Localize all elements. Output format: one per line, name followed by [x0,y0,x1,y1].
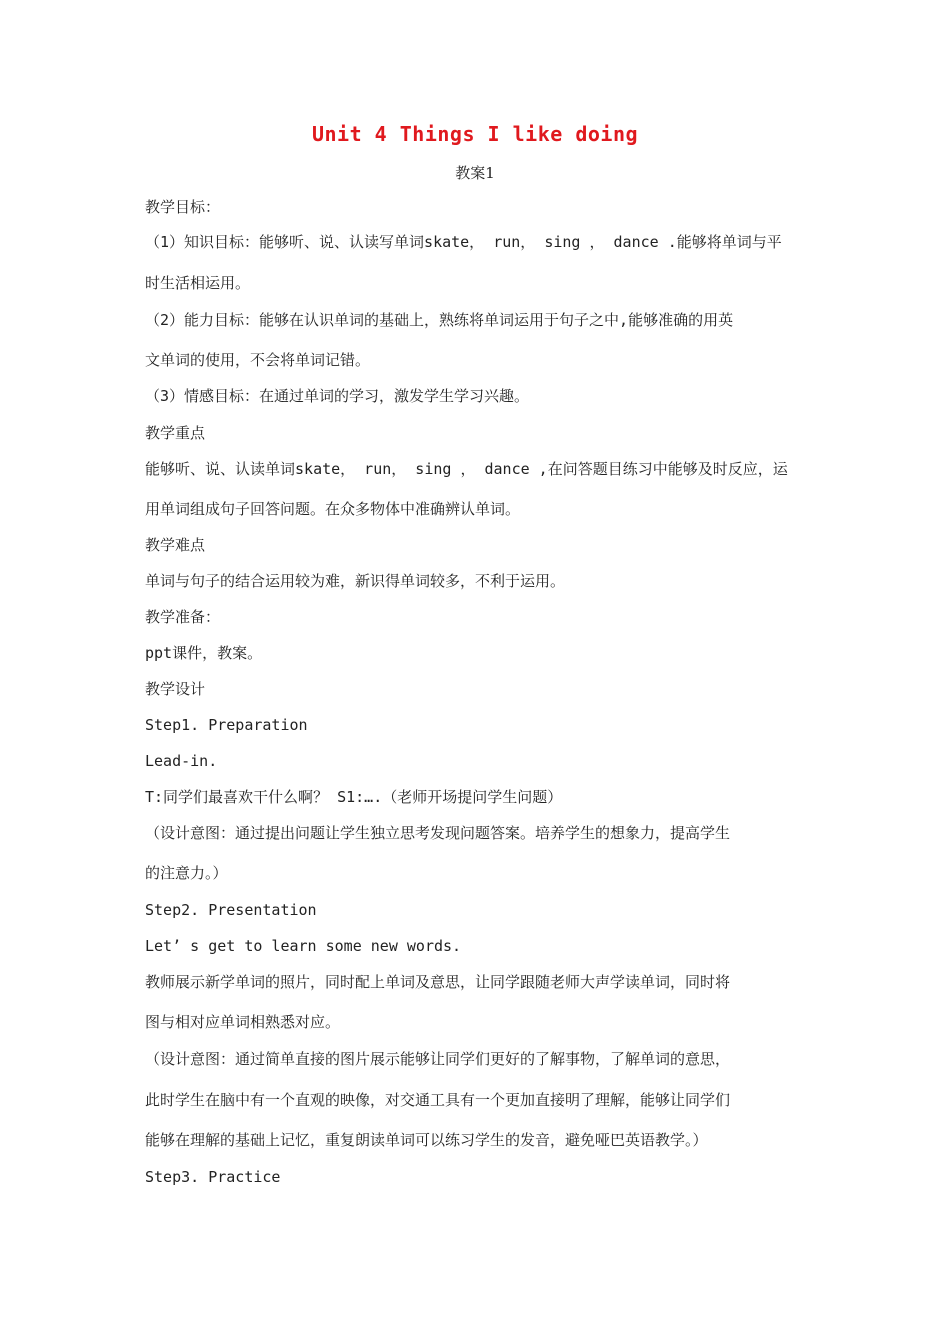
paragraph-line: 用单词组成句子回答问题。在众多物体中准确辨认单词。 [145,500,521,518]
paragraph-line: T:同学们最喜欢干什么啊？ S1:….（老师开场提问学生问题） [145,788,563,806]
paragraph-line: 能够在理解的基础上记忆，重复朗读单词可以练习学生的发音，避免哑巴英语教学。） [145,1131,708,1149]
heading-key-points: 教学重点 [145,424,206,442]
paragraph-line: 的注意力。） [145,864,228,882]
paragraph-line: （1）知识目标：能够听、说、认读写单词skate， run， sing ， dance .能够将单词与平 [145,233,782,251]
paragraph-line: 教师展示新学单词的照片，同时配上单词及意思，让同学跟随老师大声学读单词，同时将 [145,973,731,991]
step-heading: Step2. Presentation [145,901,317,919]
heading-objectives: 教学目标： [145,198,221,216]
paragraph-line: 能够听、说、认读单词skate， run， sing ， dance ,在问答题目练习中能够及时反应，运 [145,460,788,478]
paragraph-line: （设计意图：通过简单直接的图片展示能够让同学们更好的了解事物，了解单词的意思， [145,1050,731,1068]
document-subtitle: 教案1 [455,164,495,182]
paragraph-line: 时生活相运用。 [145,274,251,292]
paragraph-line: 单词与句子的结合运用较为难，新识得单词较多，不利于运用。 [145,572,566,590]
paragraph-line: Lead-in. [145,752,218,770]
heading-difficulties: 教学难点 [145,536,206,554]
heading-preparation: 教学准备： [145,608,221,626]
paragraph-line: （设计意图：通过提出问题让学生独立思考发现问题答案。培养学生的想象力，提高学生 [145,824,731,842]
paragraph-line: （3）情感目标：在通过单词的学习，激发学生学习兴趣。 [145,387,530,405]
heading-design: 教学设计 [145,680,206,698]
paragraph-line: 图与相对应单词相熟悉对应。 [145,1013,341,1031]
paragraph-line: Let’ s get to learn some new words. [145,937,462,955]
step-heading: Step1. Preparation [145,716,308,734]
paragraph-line: 此时学生在脑中有一个直观的映像，对交通工具有一个更加直接明了理解，能够让同学们 [145,1091,731,1109]
paragraph-line: （2）能力目标：能够在认识单词的基础上，熟练将单词运用于句子之中,能够准确的用英 [145,311,734,329]
step-heading: Step3. Practice [145,1168,281,1186]
document-title: Unit 4 Things I like doing [311,122,639,146]
paragraph-line: 文单词的使用，不会将单词记错。 [145,351,371,369]
paragraph-line: ppt课件，教案。 [145,644,263,662]
